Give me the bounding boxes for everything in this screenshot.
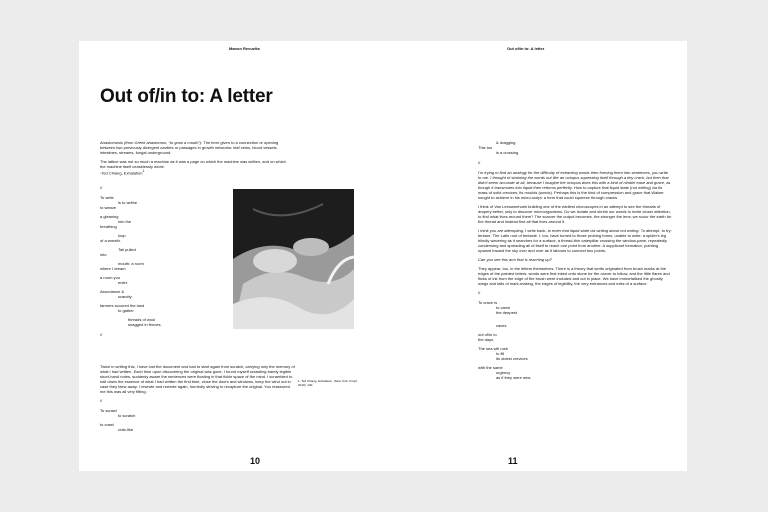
page-number: 10 <box>250 456 261 466</box>
poem-line: caves <box>496 323 507 328</box>
photo-image <box>233 189 354 329</box>
poem-line: to scratch <box>118 413 136 418</box>
poem-line: into the <box>118 219 132 224</box>
poem-lines <box>478 140 672 155</box>
epigraph <box>100 159 288 175</box>
photo-caption: 1. Ted Chiang, Exhalation, (New York: Knopf, 2019), 130. <box>298 379 358 387</box>
prose-paragraph: Twice in writing this, I have lost the document and had to start again from scratch, carrying only the memory of what I had written. Each time upon discovering the original was gone, I found myself scrawling barely legible short-hand notes, suddenly aware the sentences were floating in that fickle space of the mind. I scrambled to nail down the essence of what I had written the first time, close the doors and windows, keep the wind out in case they blew away. I rewrote and rewrote again, hurriedly striving to recapture the original. You reassured me this was all very fitting. <box>100 364 295 394</box>
poem-line: scarcity: <box>118 294 133 299</box>
intro-block <box>100 140 288 179</box>
right-page <box>383 41 687 471</box>
poem-line: Tail pulled <box>118 247 136 252</box>
poem-line: To scrawl <box>100 408 117 413</box>
poem-line: the days. <box>478 337 495 342</box>
prose-question: Can you see this arm that is reaching up? <box>478 257 552 262</box>
poem-line: crab-like <box>118 427 134 432</box>
poem-line: of a wreath. <box>100 238 121 243</box>
page-number: 11 <box>508 456 518 466</box>
poem-line: urgency <box>496 370 511 375</box>
epigraph-attribution: -Ted Chiang, Exhalation <box>100 170 143 176</box>
poem-line: as if they were new. <box>496 375 532 380</box>
prose-paragraph: They appear, too, in the letters themselves. There is a theory that serifs originated from brush marks at the edges of the painted letters: words were first inked onto stone for the carver to follow, and the little flares and flicks of ink from the edge of the brush were included and cut in place. We have immortalised the ghostly wings and tails of mark-making, the edges of legibility, the very entrances and exits of a surface. <box>478 266 670 286</box>
photo-hands-fabric <box>233 189 354 329</box>
poem-line: to carve <box>496 305 511 310</box>
poem-line: out of/in to <box>478 332 497 337</box>
section-divider: // <box>100 398 103 403</box>
definition-term: Anastomosis (from Greek anastomoo, “to grow a mouth”): <box>100 140 203 145</box>
poem-line: To write <box>100 195 114 200</box>
poem-line: & dragging. <box>496 140 517 145</box>
poem-line: enter. <box>118 280 129 285</box>
poem-line: threads of wool <box>128 317 156 322</box>
right-text-column <box>478 140 672 380</box>
poem-line: where I dream <box>100 266 126 271</box>
book-spread <box>79 41 687 471</box>
poem-line: a gleaning <box>100 214 119 219</box>
section-divider: // <box>478 290 481 295</box>
page-title: Out of/in to: A letter <box>100 86 273 107</box>
poem-line: breathing <box>100 224 117 229</box>
running-header-author: Manon Revuelta <box>229 46 260 51</box>
poem-line: The sea will rush <box>478 346 509 351</box>
poem-block <box>100 185 220 337</box>
running-header-title: Out of/in to: A letter <box>507 46 545 51</box>
poem-line: to weave <box>100 205 117 210</box>
poem-lines <box>100 408 295 432</box>
poem-line: is to writhe <box>118 200 138 205</box>
poem-line: snagged in fences. <box>128 322 162 327</box>
section-divider: // <box>100 185 103 190</box>
poem-line: This too <box>478 145 493 150</box>
poem-line: its oldest crevices <box>496 356 528 361</box>
section-divider: // <box>100 332 103 337</box>
poem-line: mouth: a room <box>118 261 144 266</box>
prose-paragraph: I think of Van Leeuwenhoek building one of the earliest microscopes in an attempt to see the threads of drapery better, only to discover microorganisms. Do we isolate and shrink our words to invite closer attention, to find what lives around them? The scarcer the output becomes, the stronger the lens; we scour the earth for the thread and instead find all that lives around it. <box>478 204 672 224</box>
poem-line: into <box>100 252 107 257</box>
prose-block <box>100 364 295 432</box>
poem-line: Abundance & <box>100 289 125 294</box>
poem-line: farmers scoured the land <box>100 303 145 308</box>
prose-paragraph: I'm trying to find an analogy for the difficulty of extracting words then forming them into sentences, you write to me. I thought of straining the words out like an octopus squeezing itself through a tiny crack, but then that didn't seem accurate at all, because I imagine the octopus does this with a kind of nimble ease and grace, as though it transmutes into liquid then reforms perfectly. How to capture that liquid state (not writing) via its mass of solid crevices, its moulds (words). Perhaps this is the kind of compression and grace that Walser sought to achieve in his micro-script: a form that could squeeze through cracks. <box>478 170 671 200</box>
left-page <box>79 41 383 471</box>
poem-lines <box>478 300 672 380</box>
epigraph-quote: The lattice was not so much a machine as it was a page on which the machine was written, and on which the machine itself ceaselessly wrote. <box>100 159 286 169</box>
poem-line: the deepest <box>496 310 517 315</box>
poem-line: to fill <box>496 351 505 356</box>
poem-line: To crave is <box>478 300 498 305</box>
section-divider: // <box>478 160 481 165</box>
definition-text: The term given to a connection or opening between two previously divergent cavities or passages in growth networks: leaf veins, blood vessels, intestines, streams, fungal underground. <box>100 140 279 155</box>
poem-line: to gather <box>118 308 134 313</box>
footnote-marker: 1 <box>142 169 145 173</box>
poem-line: to crawl <box>100 422 114 427</box>
poem-line: is a crossing. <box>496 150 520 155</box>
definition-paragraph <box>100 140 288 155</box>
prose-paragraph: I think you are attempting, I write back, to enter that liquid state via writing about not writing. To attempt, to try: tentare. The Latin root of tentacle. I, too, have turned to those probing forms, unable to write: a spider's leg blindly wavering as it searches for a surface, a thread-thin caterpillar crossing the window-pane, repeatedly condensing and spreading all of itself to reach one point from another. A supplicant formation, pointing upward toward the sky over and over as it labours to connect two points. <box>478 228 672 253</box>
poem-line: loop <box>118 233 126 238</box>
poem-lines <box>100 195 220 327</box>
poem-line: with the same <box>478 365 503 370</box>
poem-line: a room you <box>100 275 121 280</box>
